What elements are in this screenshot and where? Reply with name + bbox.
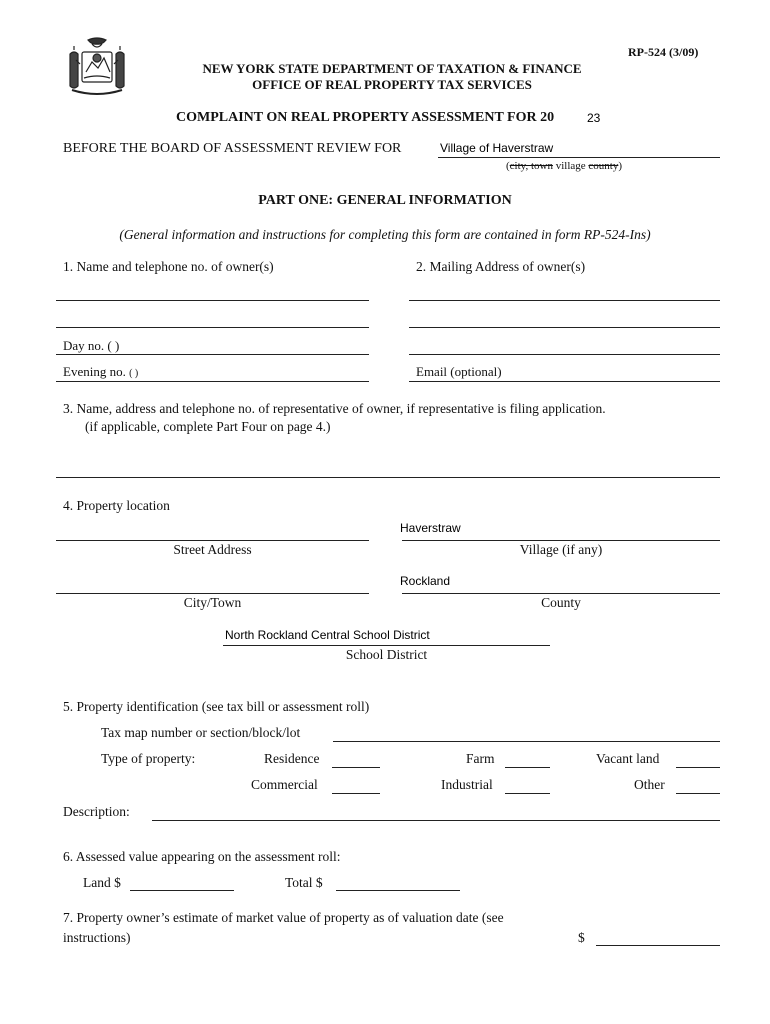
vacant-land-label: Vacant land — [596, 751, 660, 766]
industrial-input[interactable] — [505, 776, 551, 794]
other-label: Other — [634, 777, 665, 792]
assessed-value-label: 6. Assessed value appearing on the assessment roll: — [63, 849, 341, 864]
city-town-caption: City/Town — [183, 595, 242, 610]
tax-map-input[interactable] — [333, 722, 721, 740]
form-title: COMPLAINT ON REAL PROPERTY ASSESSMENT FOR 20 — [176, 110, 555, 125]
owner-name-label: 1. Name and telephone no. of owner(s) — [63, 259, 274, 274]
property-location-label: 4. Property location — [63, 498, 170, 513]
mailing-address-line-1[interactable] — [409, 282, 721, 300]
school-district-input[interactable] — [223, 626, 551, 644]
representative-label: 3. Name, address and telephone no. of representative of owner, if representative is filing application. — [63, 401, 606, 416]
industrial-label: Industrial — [441, 777, 493, 792]
tax-map-label: Tax map number or section/block/lot — [101, 725, 301, 740]
representative-input[interactable] — [56, 459, 720, 477]
village-caption: Village (if any) — [519, 542, 603, 557]
description-label: Description: — [63, 804, 130, 819]
email-label: Email (optional) — [416, 364, 502, 379]
commercial-input[interactable] — [332, 776, 382, 794]
city-town-input[interactable] — [56, 574, 370, 592]
owner-name-line-1[interactable] — [56, 282, 370, 300]
market-value-dollar-sign: $ — [578, 930, 585, 945]
description-input[interactable] — [152, 802, 721, 820]
assessment-year-input[interactable] — [585, 109, 613, 127]
residence-input[interactable] — [332, 750, 382, 768]
market-value-label: 7. Property owner’s estimate of market value of property as of valuation date (see — [63, 910, 504, 925]
village-input[interactable] — [398, 519, 720, 537]
part-one-heading: PART ONE: GENERAL INFORMATION — [258, 193, 512, 208]
board-review-label: BEFORE THE BOARD OF ASSESSMENT REVIEW FOR — [63, 141, 402, 156]
commercial-label: Commercial — [251, 777, 318, 792]
land-value-input[interactable] — [130, 873, 236, 891]
total-value-input[interactable] — [336, 873, 462, 891]
new-york-state-seal-icon — [64, 36, 130, 98]
other-input[interactable] — [676, 776, 721, 794]
board-municipality-input[interactable] — [438, 139, 722, 157]
municipality-type-caption: (city, town village county) — [506, 160, 623, 172]
total-value-label: Total $ — [285, 875, 323, 890]
market-value-input[interactable] — [596, 927, 721, 945]
owner-name-line-2[interactable] — [56, 309, 370, 327]
school-district-caption: School District — [345, 647, 428, 662]
street-address-caption: Street Address — [173, 542, 252, 557]
county-caption: County — [541, 595, 581, 610]
day-phone-label: Day no. ( ) — [63, 338, 120, 353]
department-name: NEW YORK STATE DEPARTMENT OF TAXATION & FINANCE — [202, 61, 582, 76]
land-value-label: Land $ — [83, 875, 121, 890]
office-name: OFFICE OF REAL PROPERTY TAX SERVICES — [252, 77, 532, 92]
form-number: RP-524 (3/09) — [628, 45, 699, 59]
farm-label: Farm — [466, 751, 495, 766]
type-of-property-label: Type of property: — [101, 751, 196, 766]
evening-phone-label: Evening no. ( ) — [63, 364, 139, 379]
farm-input[interactable] — [505, 750, 551, 768]
property-identification-label: 5. Property identification (see tax bill or assessment roll) — [63, 699, 370, 714]
vacant-land-input[interactable] — [676, 750, 721, 768]
mailing-address-line-2[interactable] — [409, 309, 721, 327]
residence-label: Residence — [264, 751, 320, 766]
part-one-instructions: (General information and instructions for completing this form are contained in form RP-524-Ins) — [119, 227, 651, 242]
representative-note: (if applicable, complete Part Four on page 4.) — [85, 419, 331, 434]
street-address-input[interactable] — [56, 521, 370, 539]
market-value-label-continued: instructions) — [63, 930, 131, 945]
mailing-address-label: 2. Mailing Address of owner(s) — [416, 259, 586, 274]
county-input[interactable] — [398, 572, 720, 590]
